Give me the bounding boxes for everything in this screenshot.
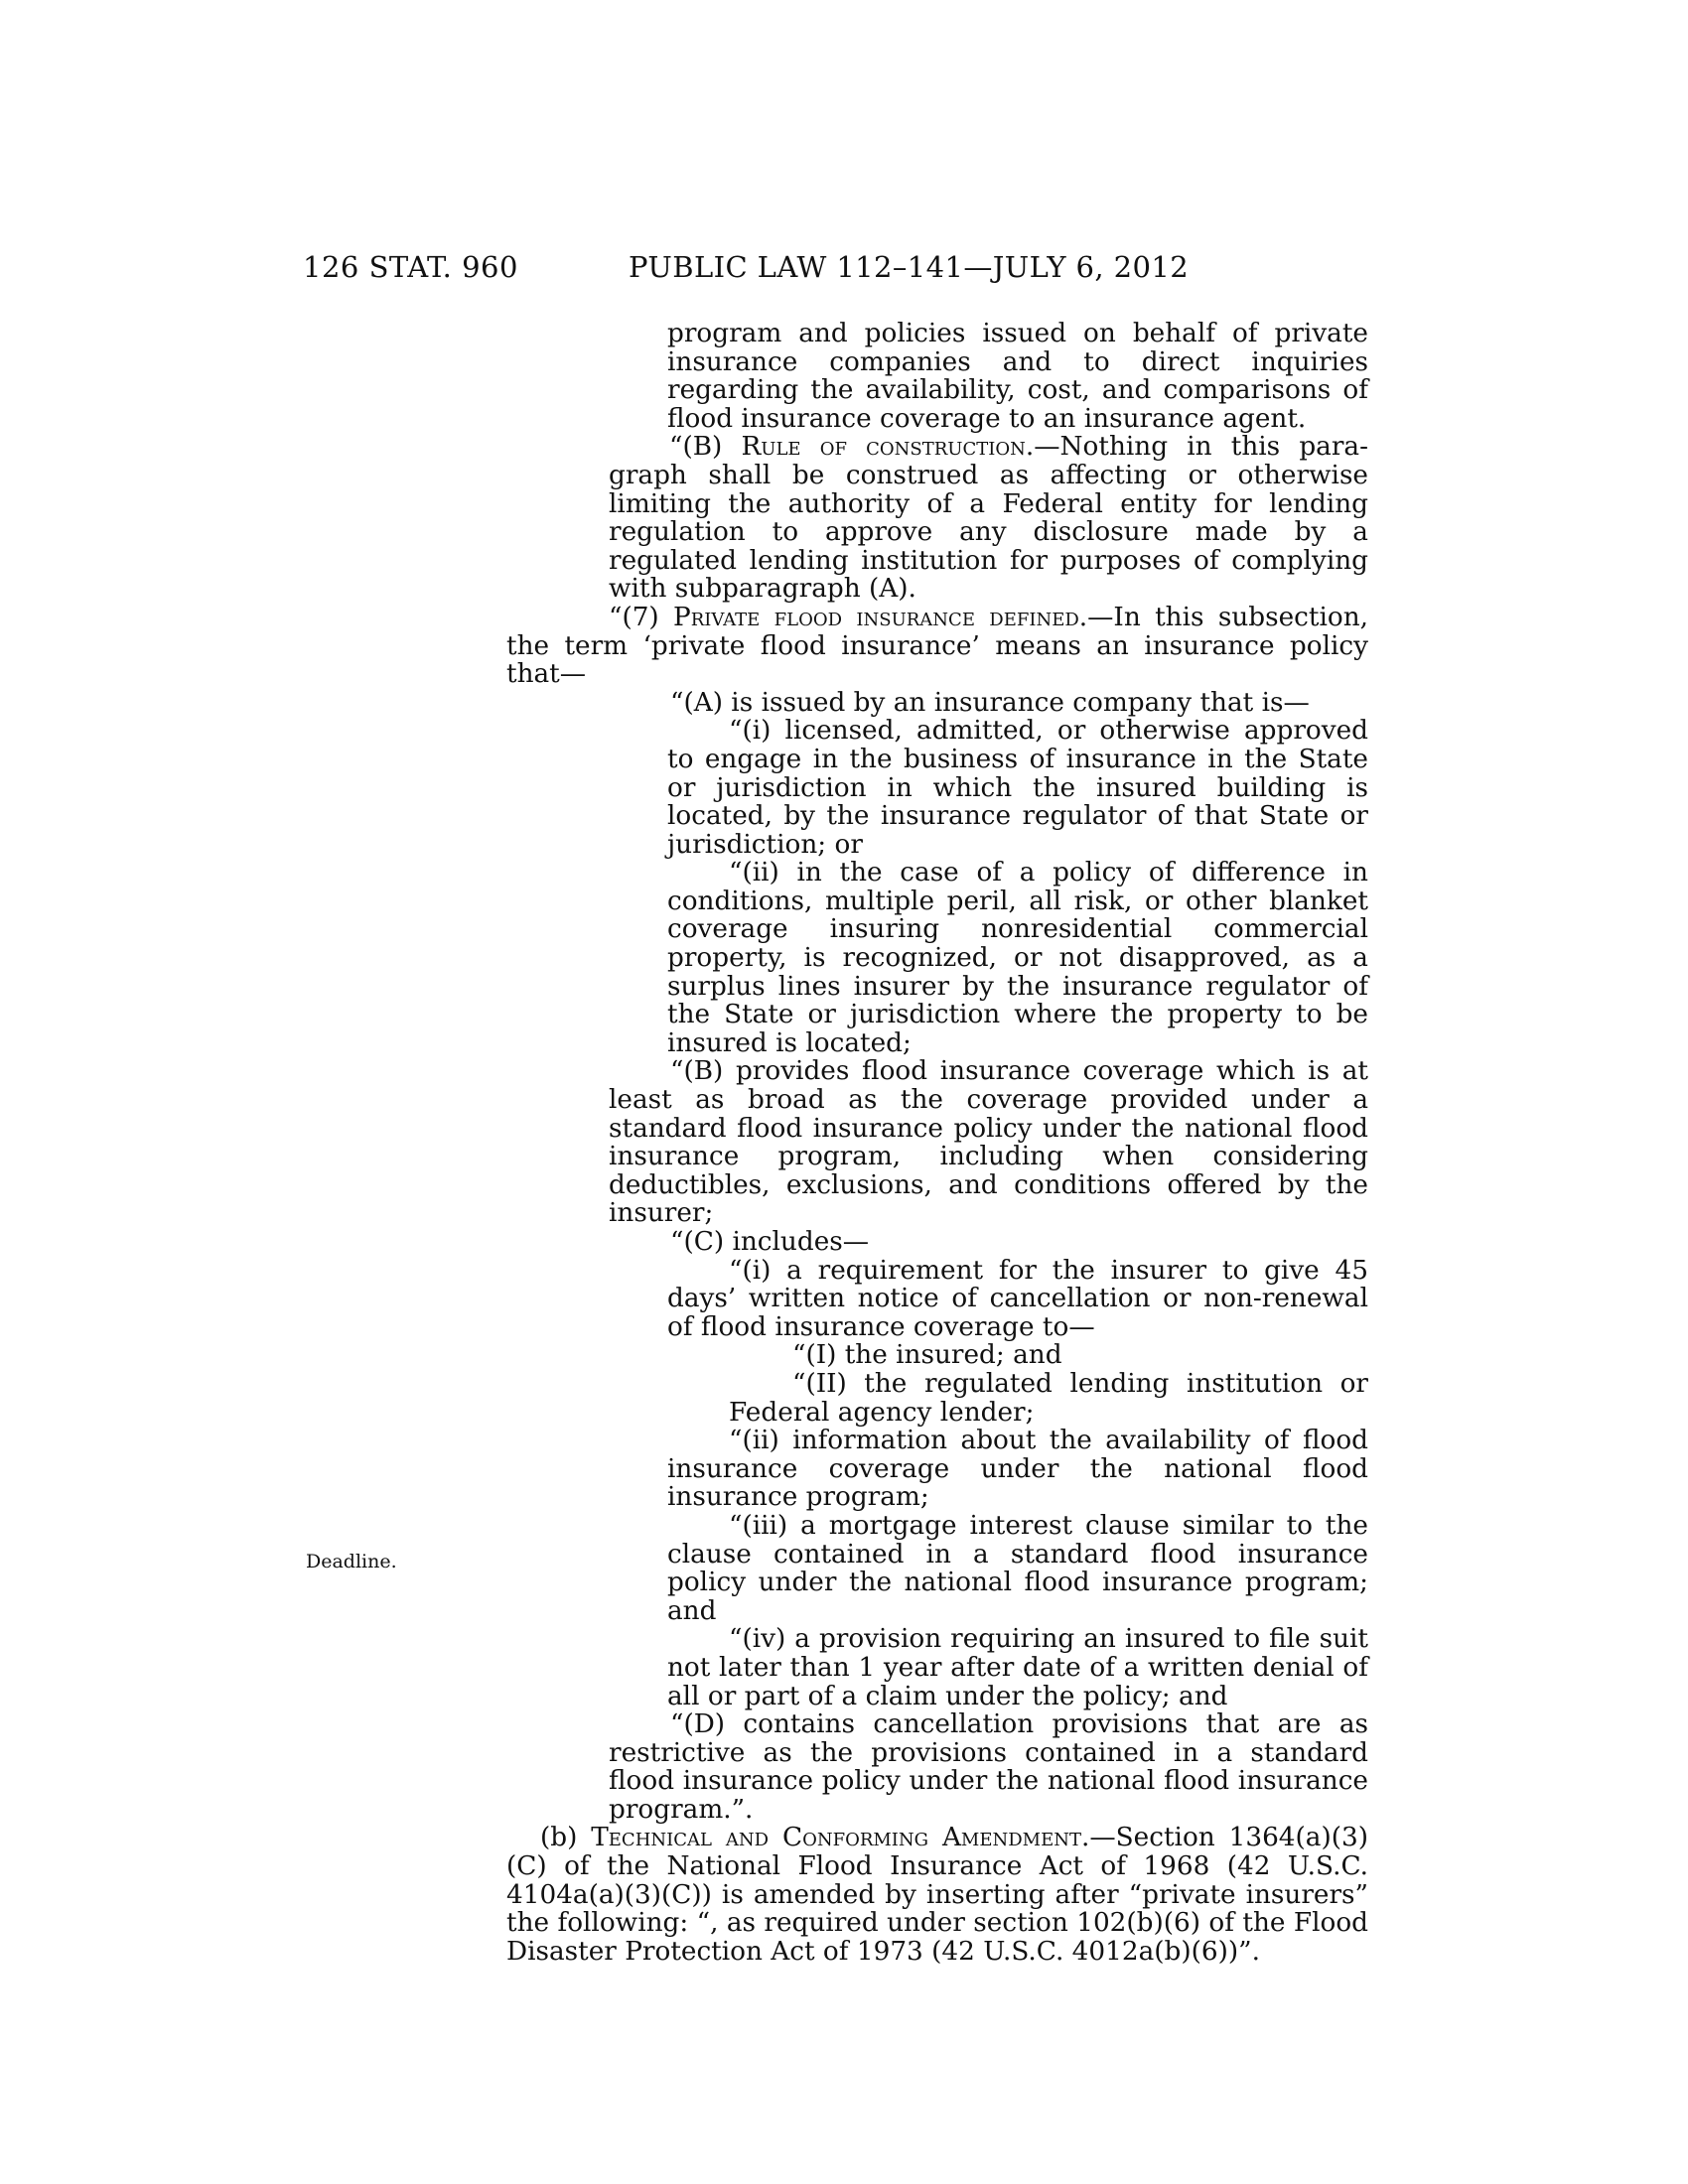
statute-body xyxy=(506,320,1368,1966)
clause-c-ii: “(ii) information about the availability of flood insurance coverage under the national flood insurance program; xyxy=(667,1426,1368,1513)
subsection-heading: Technical and Conforming Amendment xyxy=(591,1823,1082,1853)
subparagraph-text: .—Nothing in this paragraph shall be construed as affecting or otherwise limiting the authority of a Federal entity for lending regulation to approve any disclosure made by a regulated lending institution for purposes of complying with subparagraph (A). xyxy=(609,432,1368,605)
clause-a-i: “(i) licensed, admitted, or otherwise approved to engage in the business of insurance in the State or jurisdiction in which the insured building is located, by the insurance regulator of that State or jurisdiction; or xyxy=(667,716,1368,860)
paragraph-7-private-flood-insurance xyxy=(506,604,1368,689)
clause-a-ii: “(ii) in the case of a policy of difference in conditions, multiple peril, all risk, or other blanket coverage insuring nonresidential commercial property, is recognized, or not disapproved, as a surplus lines insurer by the insurance regulator of the State or jurisdiction where the property to be insured is located; xyxy=(667,858,1368,1058)
paragraph-continuation: program and policies issued on behalf of private insurance companies and to direct inquiries regarding the availability, cost, and comparisons of flood insurance coverage to an insurance agent. xyxy=(667,319,1368,434)
subsection-b-technical-amendment xyxy=(506,1824,1368,1966)
clause-c-iv: “(iv) a provision requiring an insured to file suit not later than 1 year after date of a written denial of all or part of a claim under the policy; and xyxy=(667,1624,1368,1711)
paragraph-text: .—In this subsection, the term ‘private flood insurance’ means an insurance policy that— xyxy=(506,602,1368,690)
subparagraph-d: “(D) contains cancellation provisions that are as restrictive as the provisions contained in a standard flood insurance policy under the national flood insurance program.”. xyxy=(609,1709,1368,1825)
subparagraph-b-rule-of-construction xyxy=(506,433,1368,604)
clause-c-iii: “(iii) a mortgage interest clause similar to the clause contained in a standard flood insurance policy under the national flood insurance program; and xyxy=(667,1510,1368,1626)
subsection-lead: (b) xyxy=(540,1823,592,1853)
paragraph-heading: Private flood insurance defined xyxy=(673,602,1079,632)
subparagraph-lead: “(B) xyxy=(669,432,742,463)
subclause-c-i-II: “(II) the regulated lending institution or Federal agency lender; xyxy=(729,1368,1368,1428)
subparagraph-b: “(B) provides flood insurance coverage which is at least as broad as the coverage provided under a standard flood insurance policy under the national flood insurance program, including when considering deductibles, exclusions, and conditions offered by the insurer; xyxy=(609,1056,1368,1229)
page-header-title: PUBLIC LAW 112–141—JULY 6, 2012 xyxy=(629,250,1190,284)
subparagraph-heading: Rule of construction xyxy=(741,432,1026,463)
page-stat-number: 126 STAT. 960 xyxy=(303,250,518,284)
clause-c-i: “(i) a requirement for the insurer to give 45 days’ written notice of cancellation or non-renewal of flood insurance coverage to— xyxy=(667,1255,1368,1342)
subparagraph-a: “(A) is issued by an insurance company that is— xyxy=(670,687,1310,718)
subsection-text: .—Section 1364(a)(3)(C) of the National Flood Insurance Act of 1968 (42 U.S.C. 4104a(a)(3)(C)) is amended by inserting after “private insurers” the following: “, as required under section 102(b)(6) of the Flood Disaster Protection Act of 1973 (42 U.S.C. 4012a(b)(6))”. xyxy=(506,1823,1368,1967)
subclause-c-i-I: “(I) the insured; and xyxy=(792,1340,1062,1371)
subparagraph-c: “(C) includes— xyxy=(670,1227,870,1257)
margin-note-deadline: Deadline. xyxy=(306,1551,397,1572)
paragraph-lead: “(7) xyxy=(609,602,674,632)
